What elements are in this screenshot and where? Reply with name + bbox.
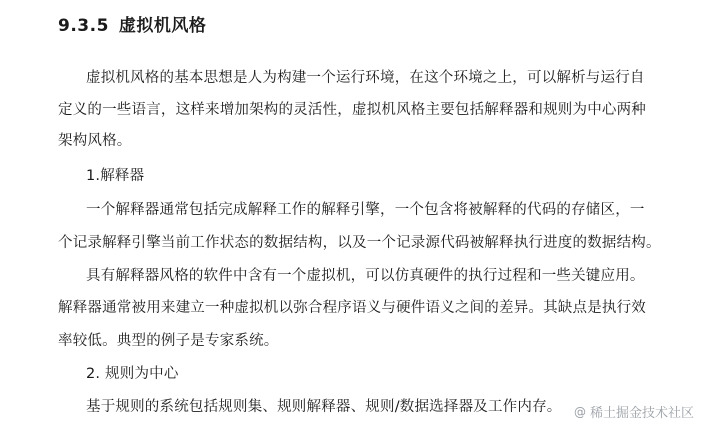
subsection-heading-interpreter: 1.解释器: [86, 168, 145, 184]
watermark: [574, 402, 694, 421]
paragraph-line: 解释器通常被用来建立一种虚拟机以弥合程序语义与硬件语义之间的差异。其缺点是执行效: [58, 300, 646, 316]
paragraph-line: 虚拟机风格的基本思想是人为构建一个运行环境，在这个环境之上，可以解析与运行自: [86, 70, 645, 86]
subsection-heading-rules: 2. 规则为中心: [86, 366, 179, 382]
paragraph-line: 定义的一些语言，这样来增加架构的灵活性，虚拟机风格主要包括解释器和规则为中心两种: [58, 102, 646, 118]
section-number: 9.3.5: [58, 16, 109, 36]
section-title: 虚拟机风格: [118, 16, 207, 36]
paragraph-line: 一个解释器通常包括完成解释工作的解释引擎，一个包含将被解释的代码的存储区，一: [86, 202, 645, 218]
paragraph-line: 基于规则的系统包括规则集、规则解释器、规则/数据选择器及工作内存。: [86, 399, 562, 415]
section-heading: [58, 11, 206, 36]
paragraph-line: 率较低。典型的例子是专家系统。: [58, 333, 279, 349]
at-icon: @: [573, 404, 586, 419]
paragraph-line: 个记录解释引擎当前工作状态的数据结构，以及一个记录源代码被解释执行进度的数据结构。: [58, 235, 661, 251]
paragraph-line: 架构风格。: [58, 133, 132, 149]
watermark-text: 稀土掘金技术社区: [589, 406, 694, 421]
paragraph-line: 具有解释器风格的软件中含有一个虚拟机，可以仿真硬件的执行过程和一些关键应用。: [86, 268, 645, 284]
